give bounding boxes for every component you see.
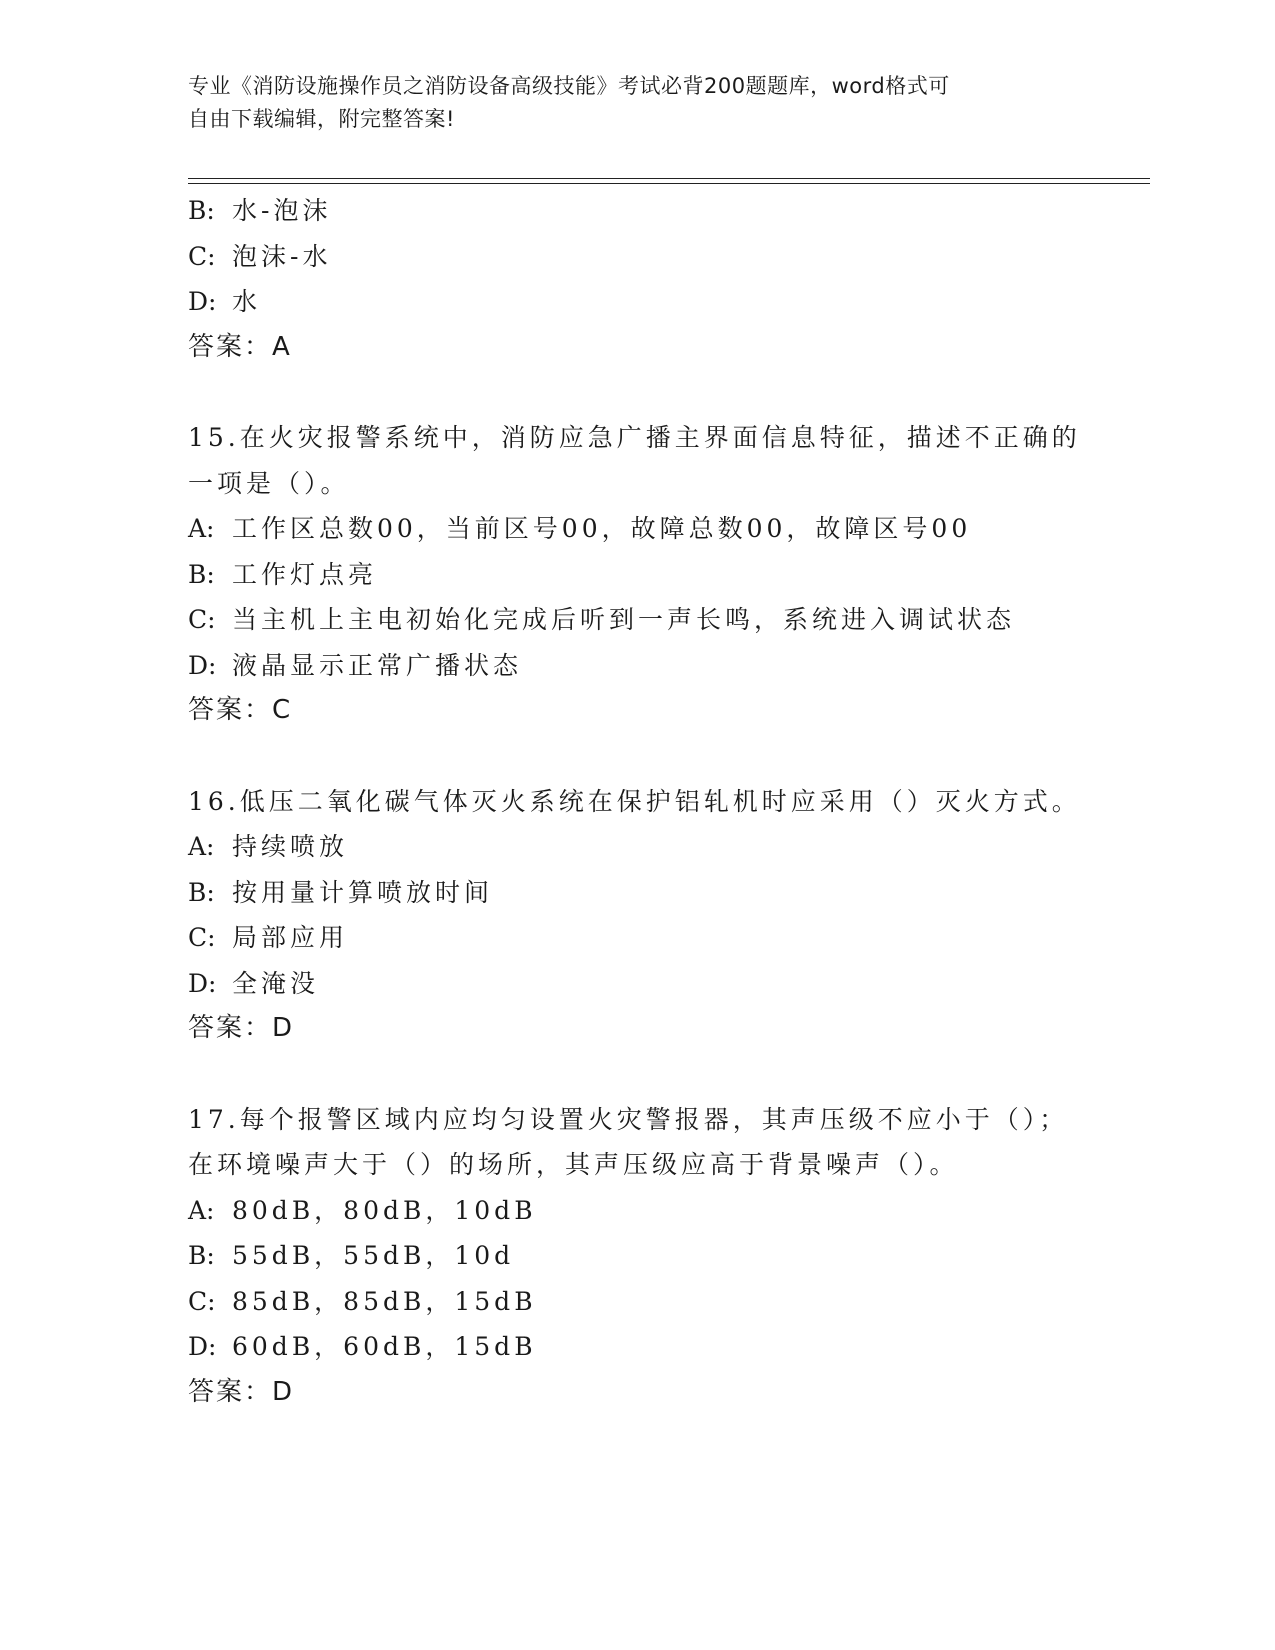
option-d [188, 1324, 1088, 1370]
option-text: 液晶显示正常广播状态 [232, 650, 523, 680]
option-label: D: [188, 968, 217, 998]
option-a [188, 1188, 1088, 1234]
option-text: 工作区总数00，当前区号00，故障总数00，故障区号00 [232, 514, 972, 543]
option-label: C: [188, 241, 216, 271]
option-text: 80dB，80dB，10dB [232, 1195, 537, 1225]
option-c [188, 915, 1088, 961]
option-text: 工作灯点亮 [232, 559, 378, 589]
option-a [188, 506, 1088, 552]
spacer [188, 1052, 1088, 1097]
option-label: C: [188, 605, 216, 634]
option-text: 泡沫-水 [232, 241, 332, 271]
option-label: C: [188, 923, 216, 952]
document-body [188, 188, 1088, 1415]
answer-line: 答案：D [188, 1376, 295, 1407]
option-b [188, 552, 1088, 598]
option-b [188, 188, 1088, 234]
header-line-1: 专业《消防设施操作员之消防设备高级技能》考试必背200题题库，word格式可 [188, 74, 950, 98]
question-stem-line: 16.低压二氧化碳气体灭火系统在保护铝轧机时应采用（）灭火方式。 [188, 786, 1081, 816]
option-text: 60dB，60dB，15dB [232, 1332, 537, 1361]
option-c [188, 597, 1088, 643]
option-d [188, 643, 1088, 689]
option-text: 局部应用 [232, 923, 349, 952]
option-b [188, 870, 1088, 916]
option-text: 85dB，85dB，15dB [232, 1286, 537, 1316]
option-text: 水 [232, 287, 262, 316]
option-b [188, 1233, 1088, 1279]
option-label: B: [188, 559, 215, 589]
option-label: B: [188, 877, 215, 907]
spacer [188, 734, 1088, 779]
option-c [188, 1279, 1088, 1325]
option-label: A: [188, 1195, 215, 1225]
option-label: D: [188, 650, 217, 680]
option-d [188, 961, 1088, 1007]
header-divider-bottom [188, 183, 1150, 184]
header-divider-top [188, 178, 1150, 179]
option-d [188, 279, 1088, 325]
option-label: A: [188, 514, 215, 543]
option-c [188, 234, 1088, 280]
question-stem-line: 15.在火灾报警系统中，消防应急广播主界面信息特征，描述不正确的 [188, 423, 1081, 452]
question-15 [188, 415, 1088, 734]
answer-line: 答案：A [188, 331, 292, 362]
spacer [188, 370, 1088, 415]
question-14-continued [188, 188, 1088, 370]
question-stem-line: 在环境噪声大于（）的场所，其声压级应高于背景噪声（）。 [188, 1150, 959, 1179]
option-text: 全淹没 [232, 968, 320, 998]
question-16 [188, 779, 1088, 1052]
option-label: B: [188, 1241, 215, 1270]
answer-line: 答案：D [188, 1013, 295, 1043]
question-stem-line: 一项是（）。 [188, 468, 350, 498]
option-label: B: [188, 196, 215, 225]
option-text: 水-泡沫 [232, 196, 332, 225]
question-stem-line: 17.每个报警区域内应均匀设置火灾警报器，其声压级不应小于（）； [188, 1104, 1069, 1134]
header-line-2: 自由下载编辑，附完整答案! [188, 107, 455, 131]
answer-line: 答案：C [188, 695, 293, 725]
option-text: 按用量计算喷放时间 [232, 877, 494, 907]
option-text: 55dB，55dB，10d [232, 1241, 515, 1270]
option-text: 当主机上主电初始化完成后听到一声长鸣，系统进入调试状态 [232, 605, 1016, 634]
option-a [188, 824, 1088, 870]
question-17 [188, 1097, 1088, 1416]
option-text: 持续喷放 [232, 832, 349, 861]
option-label: D: [188, 1332, 217, 1361]
option-label: A: [188, 832, 215, 861]
option-label: C: [188, 1286, 216, 1316]
option-label: D: [188, 287, 217, 316]
page-header [188, 70, 1088, 136]
